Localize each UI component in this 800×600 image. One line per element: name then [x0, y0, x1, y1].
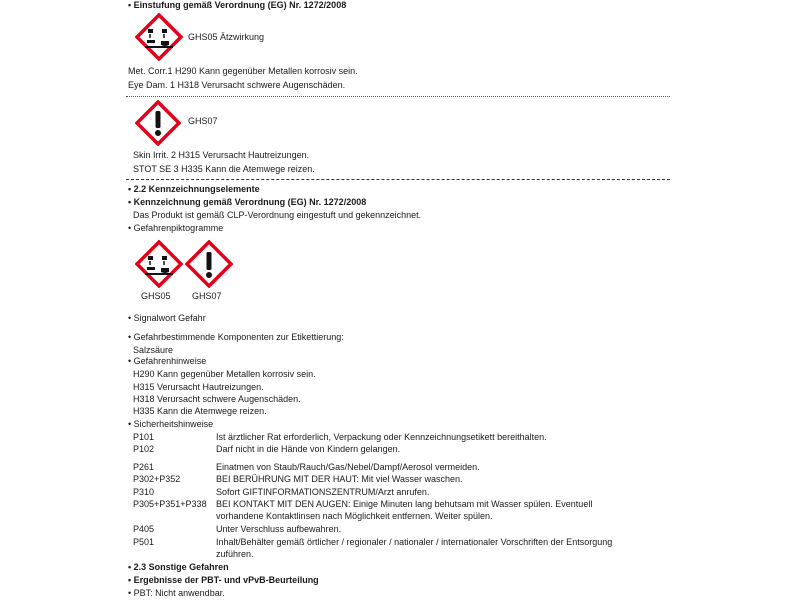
hazard-heading: • Gefahrenhinweise	[128, 356, 207, 366]
ghs07-exclamation-icon	[135, 100, 181, 146]
classification-line: Skin Irrit. 2 H315 Verursacht Hautreizungen.	[133, 150, 310, 160]
ghs07-exclamation-icon	[185, 240, 233, 288]
precaution-code: P101	[133, 432, 155, 442]
classification-line: Met. Corr.1 H290 Kann gegenüber Metallen korrosiv sein.	[128, 66, 358, 76]
heading-2-3: • 2.3 Sonstige Gefahren	[128, 562, 229, 572]
precaution-code: P102	[133, 444, 155, 454]
heading-2-2: • 2.2 Kennzeichnungselemente	[128, 184, 260, 194]
precaution-code: P305+P351+P338	[133, 499, 207, 509]
ghs07-label: GHS07	[188, 116, 218, 126]
pbt-heading: • Ergebnisse der PBT- und vPvB-Beurteilung	[128, 575, 319, 585]
precaution-text: BEI BERÜHRUNG MIT DER HAUT: Mit viel Wasser waschen.	[216, 474, 463, 484]
precaution-code: P310	[133, 487, 155, 497]
pictogram-label-ghs05: GHS05	[141, 291, 171, 301]
precaution-text: Unter Verschluss aufbewahren.	[216, 524, 342, 534]
classification-heading: • Einstufung gemäß Verordnung (EG) Nr. 1272/2008	[128, 0, 347, 10]
precaution-text: Ist ärztlicher Rat erforderlich, Verpackung oder Kennzeichnungsetikett bereithalten.	[216, 432, 547, 442]
hazard-statement: H315 Verursacht Hautreizungen.	[133, 382, 264, 392]
precaution-code: P261	[133, 462, 155, 472]
pbt-text: • PBT: Nicht anwendbar.	[128, 588, 225, 598]
precaution-text: Einatmen von Staub/Rauch/Gas/Nebel/Dampf/Aerosol vermeiden.	[216, 462, 480, 472]
classification-line: STOT SE 3 H335 Kann die Atemwege reizen.	[133, 164, 315, 174]
precaution-code: P405	[133, 524, 155, 534]
components-heading: • Gefahrbestimmende Komponenten zur Etikettierung:	[128, 332, 344, 342]
section-divider	[126, 179, 670, 180]
precaution-code: P302+P352	[133, 474, 181, 484]
precaution-text: Sofort GIFTINFORMATIONSZENTRUM/Arzt anrufen.	[216, 487, 430, 497]
clp-heading: • Kennzeichnung gemäß Verordnung (EG) Nr. 1272/2008	[128, 197, 367, 207]
precaution-text-continued: vorhandene Kontaktlinsen nach Möglichkeit entfernen. Weiter spülen.	[216, 511, 493, 521]
ghs05-corrosion-icon	[135, 13, 183, 61]
ghs05-corrosion-icon	[135, 240, 183, 288]
precaution-text: BEI KONTAKT MIT DEN AUGEN: Einige Minuten lang behutsam mit Wasser spülen. Eventuell	[216, 499, 593, 509]
hazard-statement: H290 Kann gegenüber Metallen korrosiv sein.	[133, 369, 316, 379]
hazard-statement: H335 Kann die Atemwege reizen.	[133, 406, 267, 416]
components-value: Salzsäure	[133, 345, 174, 355]
hazard-statement: H318 Verursacht schwere Augenschäden.	[133, 394, 301, 404]
clp-text: Das Produkt ist gemäß CLP-Verordnung eingestuft und gekennzeichnet.	[133, 210, 422, 220]
pictogram-label-ghs07: GHS07	[192, 291, 222, 301]
pictograms-heading: • Gefahrenpiktogramme	[128, 223, 224, 233]
classification-line: Eye Dam. 1 H318 Verursacht schwere Augenschäden.	[128, 80, 346, 90]
precaution-code: P501	[133, 537, 155, 547]
precaution-text: Darf nicht in die Hände von Kindern gelangen.	[216, 444, 401, 454]
ghs05-label: GHS05 Ätzwirkung	[188, 32, 265, 42]
signal-word: • Signalwort Gefahr	[128, 313, 206, 323]
precaution-text-continued: zuführen.	[216, 549, 254, 559]
precaution-text: Inhalt/Behälter gemäß örtlicher / regionaler / nationaler / internationaler Vorschriften der Entsorgung	[216, 537, 613, 547]
precaution-heading: • Sicherheitshinweise	[128, 419, 214, 429]
divider	[126, 96, 670, 97]
